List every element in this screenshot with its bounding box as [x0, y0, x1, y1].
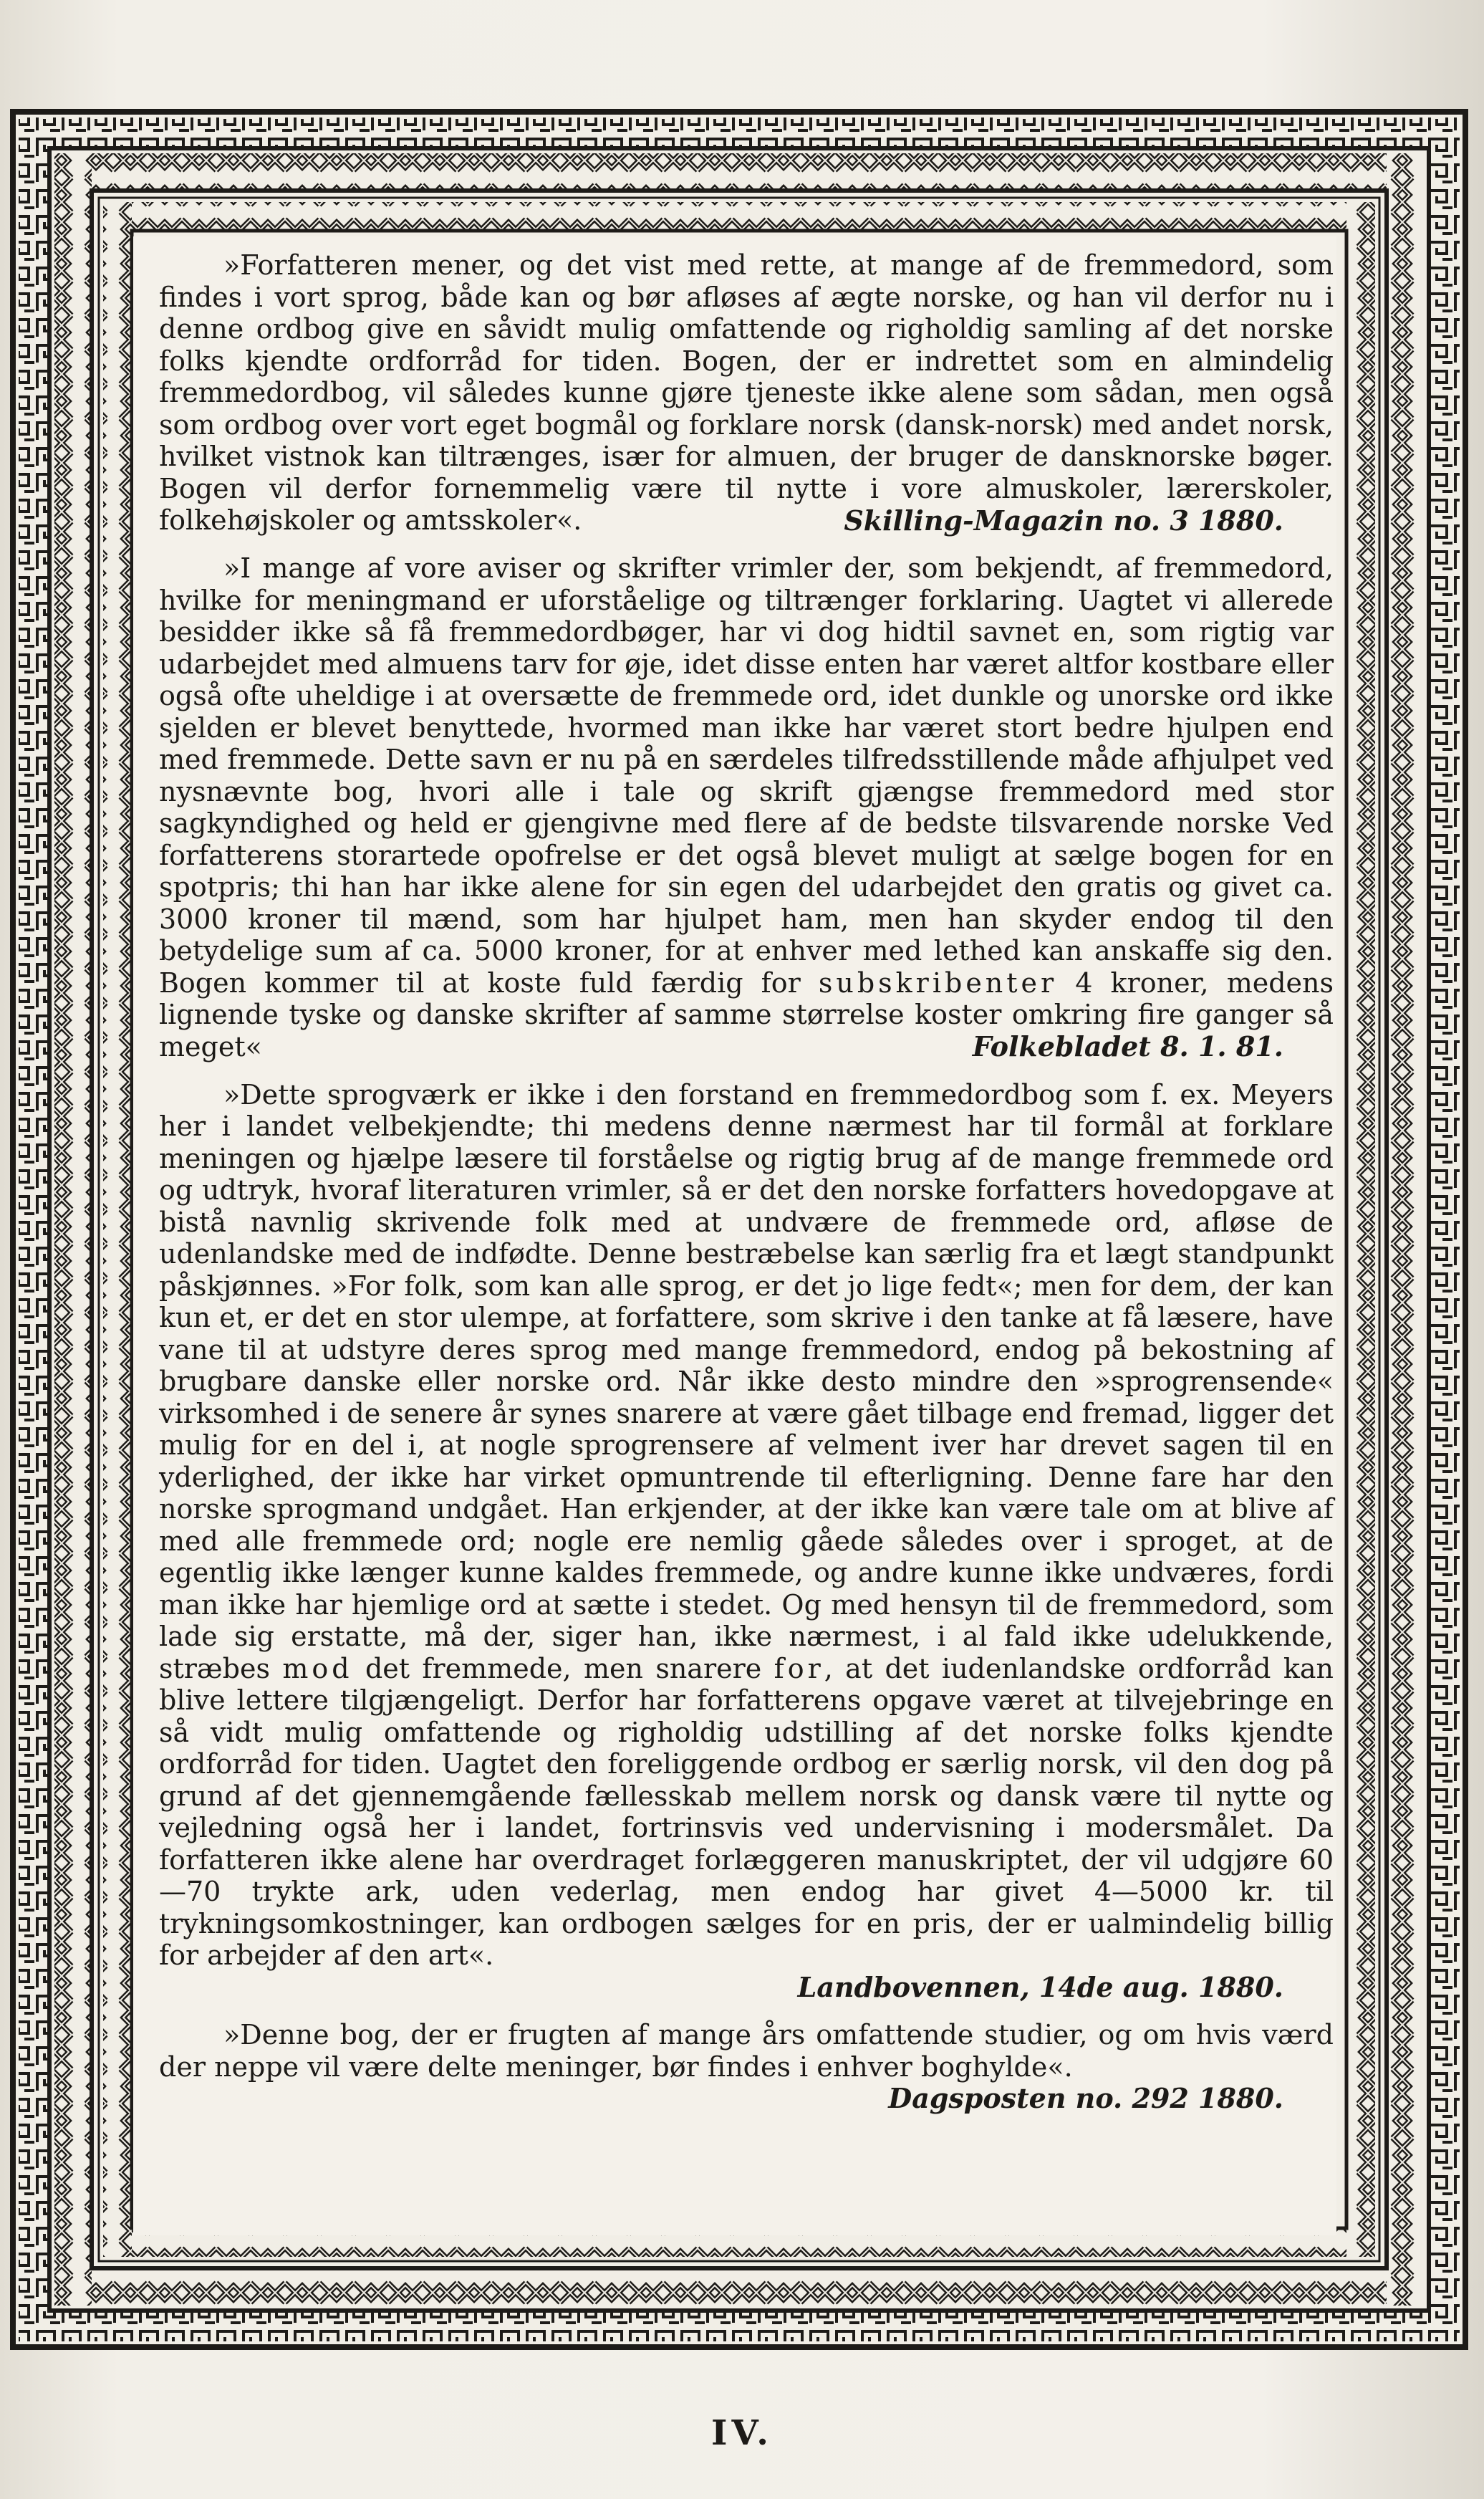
- quote-skilling-magazin: [159, 249, 1334, 537]
- quote-landbovennen: [159, 1079, 1334, 2004]
- quote-spaced-word: mod: [282, 1652, 353, 1684]
- quote-text-part: 4 kroner, medens lignende tyske og danske skrifter af samme størrelse koster omkring fire ganger så meget«: [159, 966, 1334, 1063]
- review-quotes: [159, 249, 1334, 2131]
- quote-text-part: , at det iudenlandske ordforråd kan blive lettere tilgjængeligt. Derfor har forfatterens opgave været at tilvejebringe en så vidt mulig omfattende og righoldig udstilling af det norske folks kjendte ordforråd for tiden. Uagtet den foreliggende ordbog er særlig norsk, vil den dog på grund af det gjennemgående fællesskab mellem norsk og dansk være til nytte og vejledning også her i landet, fortrinsvis ved undervisning i modersmålet. Da forfatteren ikke alene har overdraget forlæggeren manuskriptet, der vil udgjøre 60—70 trykte ark, uden vederlag, men endog har givet 4—5000 kr. til trykningsomkostninger, kan ordbogen sælges for en pris, der er ualmindelig billig for arbejder af den art«.: [159, 1652, 1334, 1971]
- quote-text: [159, 552, 1334, 1063]
- quote-text-part: »I mange af vore aviser og skrifter vrimler der, som bekjendt, af fremmedord, hvilke for meningmand er uforståelige og tiltrænger forklaring. Uagtet vi allerede besidder ikke så få fremmedordbøger, har vi dog hidtil savnet en, som rigtig var udarbejdet med almuens tarv for øje, idet disse enten har været altfor kostbare eller også ofte uheldige i at oversætte de fremmede ord, idet dunkle og unorske ord ikke sjelden er blevet benyttede, hvormed man ikke har været stort bedre hjulpen end med fremmede. Dette savn er nu på en særdeles tilfredsstillende måde afhjulpet ved nysnævnte bog, hvori alle i tale og skrift gjængse fremmedord med stor sagkyndighed og held er gjengivne med flere af de bedste tilsvarende norske Ved forfatterens storartede opofrelse er det også blevet muligt at sælge bogen for en spotpris; thi han har ikke alene for sin egen del udarbejdet den gratis og givet ca. 3000 kroner til mænd, som har hjulpet ham, men han skyder endog til den betydelige sum af ca. 5000 kroner, for at enhver med lethed kan anskaffe sig den. Bogen kommer til at koste fuld færdig for: [159, 552, 1334, 999]
- quote-dagsposten: [159, 2019, 1334, 2115]
- quote-source: Skilling-Magazin no. 3 1880.: [844, 504, 1283, 537]
- quote-spaced-word: subskribenter: [818, 966, 1058, 999]
- quote-text: [159, 1079, 1334, 1972]
- quote-text-part: »Dette sprogværk er ikke i den forstand en fremmedordbog som f. ex. Meyers her i landet velbekjendte; thi medens denne nærmest har til formål at forklare meningen og hjælpe læsere til forståelse og rigtig brug af de mange fremmede ord og udtryk, hvoraf literaturen vrimler, så er det den norske forfatters hovedopgave at bistå navnlig skrivende folk med at undvære de fremmede ord, afløse de udenlandske med de indfødte. Denne bestræbelse kan særlig fra et lægt standpunkt påskjønnes. »For folk, som kan alle sprog, er det jo lige fedt«; men for dem, der kan kun et, er det en stor ulempe, at forfattere, som skrive i den tanke at få læsere, have vane til at udstyre deres sprog med mange fremmedord, endog på bekostning af brugbare danske eller norske ord. Når ikke desto mindre den »sprogrensende« virksomhed i de senere år synes snarere at være gået tilbage end fremad, ligger det mulig for en del i, at nogle sprogrensere af velment iver har drevet sagen til en yderlighed, der ikke har virket opmuntrende til efterligning. Denne fare har den norske sprogmand undgået. Han erkjender, at der ikke kan være tale om at blive af med alle fremmede ord; nogle ere nemlig gåede således over i sproget, at de egentlig ikke længer kunne kaldes fremmede, og andre kunne ikke undværes, fordi man ikke har hjemlige ord at sætte i stedet. Og med hensyn til de fremmedord, som lade sig erstatte, må der, siger han, ikke nærmest, i al fald ikke udelukkende, stræbes: [159, 1078, 1334, 1684]
- page-number: IV.: [710, 2413, 773, 2453]
- quote-folkebladet: [159, 552, 1334, 1063]
- quote-source: Dagsposten no. 292 1880.: [888, 2082, 1283, 2114]
- quote-text: »Forfatteren mener, og det vist med rette, at mange af de fremmedord, som findes i vort sprog, både kan og bør afløses af ægte norske, og han vil derfor nu i denne ordbog give en såvidt mulig omfattende og righoldig samling af det norske folks kjendte ordforråd for tiden. Bogen, der er indrettet som en almindelig fremmedordbog, vil således kunne gjøre tjeneste ikke alene som sådan, men også som ordbog over vort eget bogmål og forklare norsk (dansk-norsk) med andet norsk, hvilket vistnok kan tiltrænges, især for almuen, der bruger de dansknorske bøger. Bogen vil derfor fornemmelig være til nytte i vore almuskoler, lærerskoler, folkehøjskoler og amtsskoler«.: [159, 249, 1334, 536]
- quote-source: Landbovennen, 14de aug. 1880.: [797, 1970, 1283, 2003]
- quote-spaced-word: for: [774, 1652, 824, 1684]
- quote-text: »Denne bog, der er frugten af mange års omfattende studier, og om hvis værd der neppe vil være delte meninger, bør findes i enhver boghylde«.: [159, 2019, 1334, 2083]
- quote-source: Folkebladet 8. 1. 81.: [972, 1030, 1283, 1063]
- quote-text-part: det fremmede, men snarere: [352, 1652, 774, 1684]
